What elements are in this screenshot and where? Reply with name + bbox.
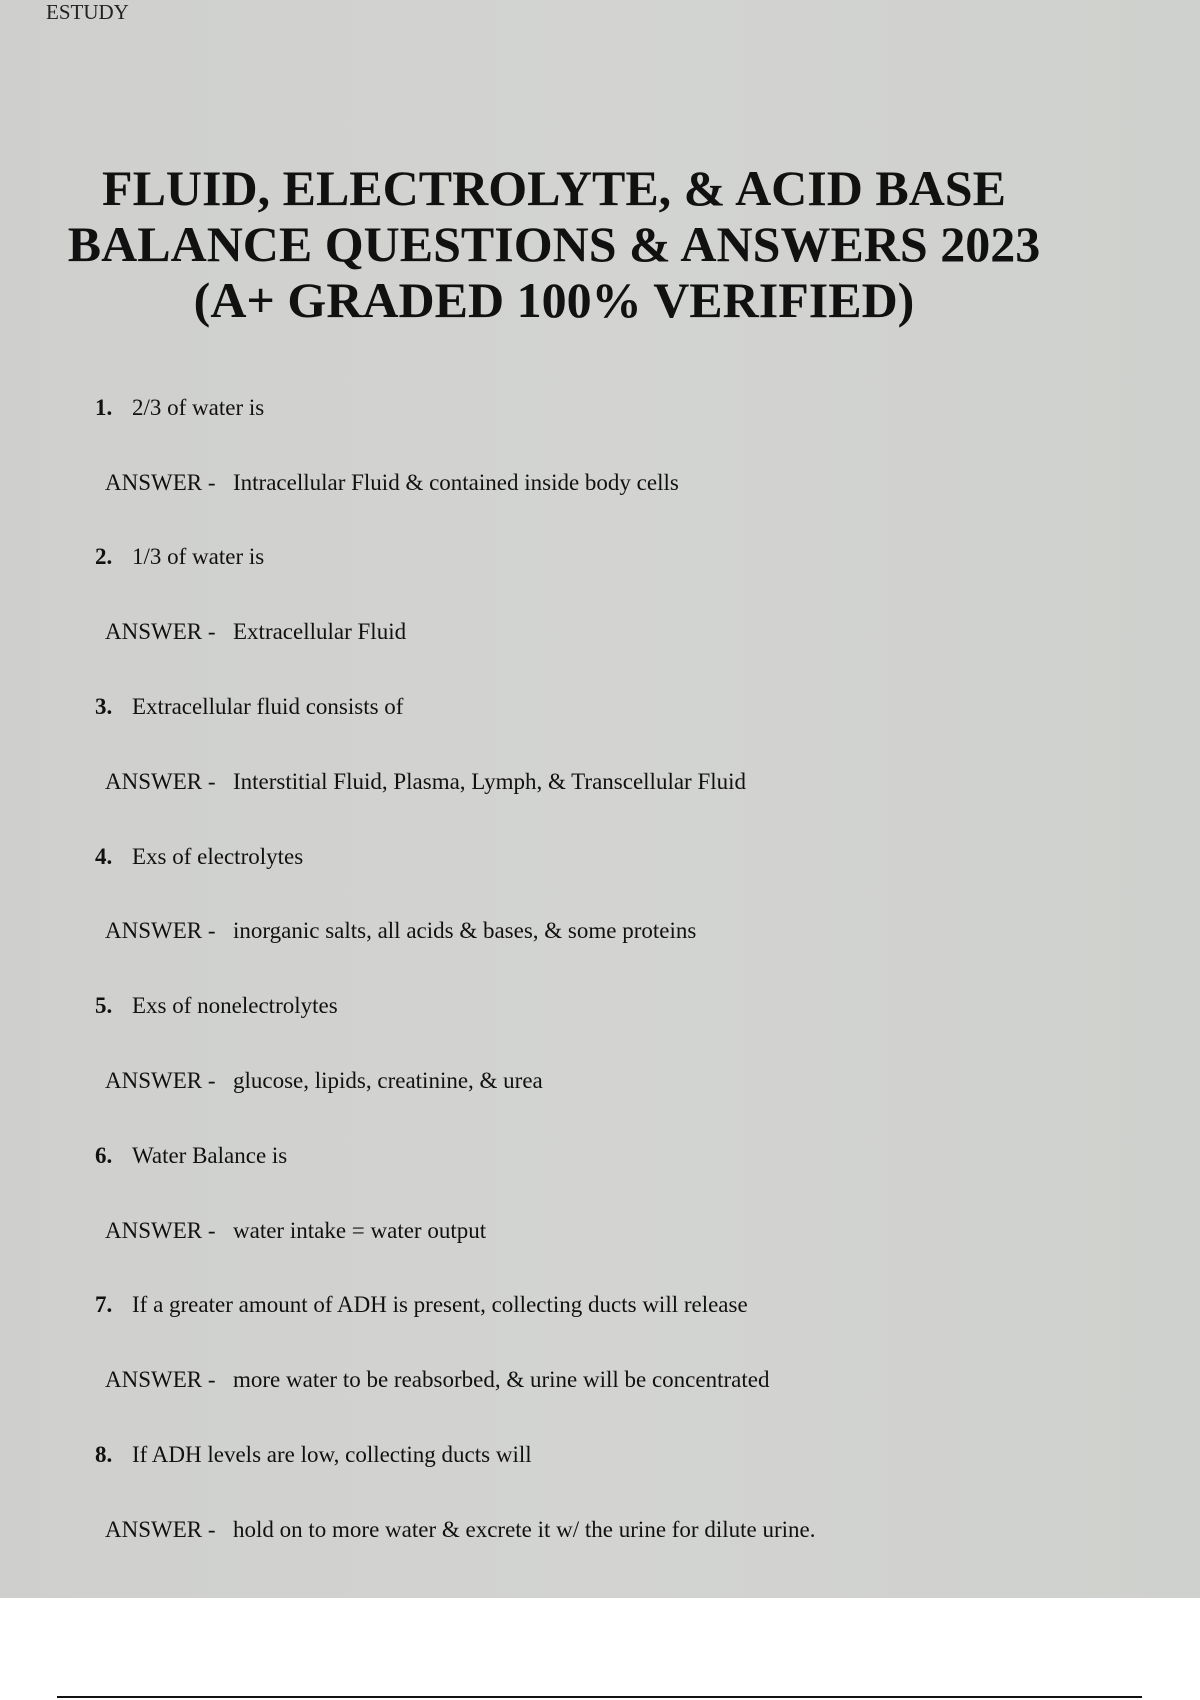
answer-text: Interstitial Fluid, Plasma, Lymph, & Transcellular Fluid [233, 768, 747, 794]
question-text: Exs of nonelectrolytes [132, 993, 338, 1019]
answer-label: ANSWER - [105, 1516, 216, 1542]
answer-item [0, 594, 1200, 669]
answer-label: ANSWER - [105, 1068, 216, 1094]
answer-item [0, 1193, 1200, 1268]
footer-divider [57, 1696, 1142, 1698]
question-item [0, 968, 1200, 1043]
answer-item [0, 1492, 1200, 1567]
title-line: (A+ GRADED 100% VERIFIED) [193, 272, 915, 328]
answer-text: Extracellular Fluid [233, 619, 407, 645]
answer-text: water intake = water output [233, 1217, 487, 1243]
question-number: 2. [95, 544, 113, 570]
question-number: 3. [95, 694, 113, 720]
question-text: If a greater amount of ADH is present, collecting ducts will release [132, 1292, 748, 1318]
answer-text: glucose, lipids, creatinine, & urea [233, 1068, 543, 1094]
title-line: FLUID, ELECTROLYTE, & ACID BASE [102, 160, 1006, 216]
question-item [0, 1268, 1200, 1343]
answer-item [0, 445, 1200, 520]
question-text: If ADH levels are low, collecting ducts will [132, 1442, 532, 1468]
answer-label: ANSWER - [105, 918, 216, 944]
title-line: BALANCE QUESTIONS & ANSWERS 2023 [67, 216, 1041, 272]
answer-text: Intracellular Fluid & contained inside body cells [233, 469, 679, 495]
qa-list [0, 370, 1200, 1567]
question-number: 1. [95, 394, 113, 420]
answer-label: ANSWER - [105, 619, 216, 645]
question-item [0, 819, 1200, 894]
brand-header: ESTUDY [46, 0, 129, 24]
document-title [0, 160, 1108, 328]
answer-item [0, 1043, 1200, 1118]
answer-text: more water to be reabsorbed, & urine will be concentrated [233, 1367, 770, 1393]
answer-label: ANSWER - [105, 1367, 216, 1393]
answer-label: ANSWER - [105, 469, 216, 495]
question-number: 8. [95, 1442, 113, 1468]
answer-label: ANSWER - [105, 768, 216, 794]
answer-item [0, 744, 1200, 819]
question-text: 1/3 of water is [132, 544, 265, 570]
question-number: 6. [95, 1142, 113, 1168]
question-text: Water Balance is [132, 1142, 288, 1168]
question-item [0, 1118, 1200, 1193]
answer-text: hold on to more water & excrete it w/ the urine for dilute urine. [233, 1516, 816, 1542]
question-text: Exs of electrolytes [132, 843, 304, 869]
question-item [0, 1417, 1200, 1492]
answer-label: ANSWER - [105, 1217, 216, 1243]
question-number: 7. [95, 1292, 113, 1318]
answer-item [0, 894, 1200, 969]
question-item [0, 520, 1200, 595]
answer-item [0, 1342, 1200, 1417]
question-number: 5. [95, 993, 113, 1019]
question-item [0, 669, 1200, 744]
question-text: Extracellular fluid consists of [132, 694, 404, 720]
answer-text: inorganic salts, all acids & bases, & some proteins [233, 918, 697, 944]
question-text: 2/3 of water is [132, 394, 265, 420]
question-item [0, 370, 1200, 445]
question-number: 4. [95, 843, 113, 869]
